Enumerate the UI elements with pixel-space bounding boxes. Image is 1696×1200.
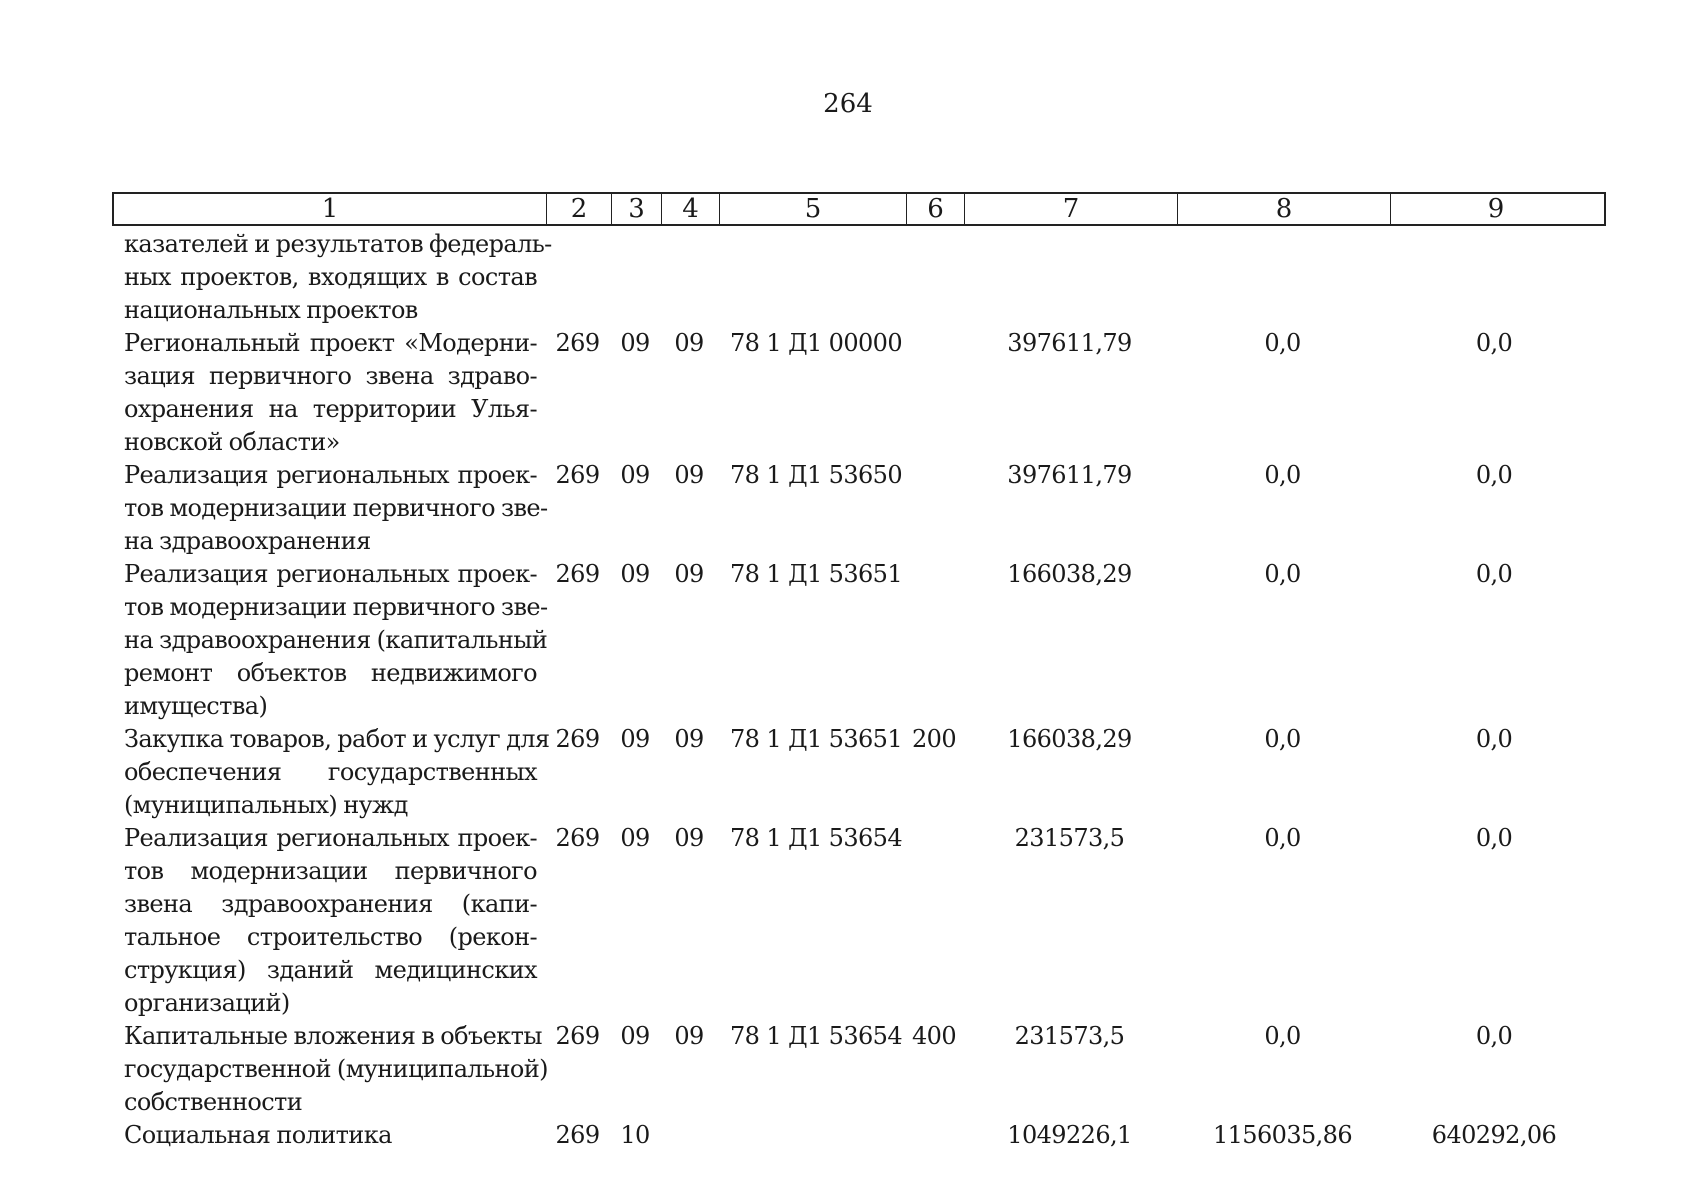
table-body: [112, 228, 1606, 1152]
cell-col-6: 400: [911, 1022, 956, 1050]
row-name-cell: [112, 1020, 548, 1119]
table-row: [112, 822, 1606, 1020]
row-name-line: зация первичного звена здраво-: [124, 362, 537, 390]
cell-col-9: 0,0: [1475, 824, 1513, 852]
row-name-cell: [112, 327, 545, 459]
row-name-cell: [112, 723, 550, 822]
cell-col-2: 269: [555, 725, 600, 753]
column-header-8: 8: [1178, 194, 1391, 224]
cell-col-5: [718, 228, 905, 327]
cell-col-2: 269: [555, 329, 600, 357]
cell-col-6: [905, 558, 963, 723]
column-header-5: 5: [720, 194, 907, 224]
row-name-cell: [112, 228, 552, 327]
cell-col-3: 09: [620, 461, 650, 489]
cell-col-3: 09: [620, 329, 650, 357]
cell-col-7: 231573,5: [1014, 824, 1125, 852]
cell-col-8: 0,0: [1264, 1022, 1301, 1050]
row-name-cell: [112, 558, 548, 723]
row-name-line: имущества): [124, 692, 268, 720]
cell-col-3: 10: [620, 1121, 650, 1149]
row-name-line: Капитальные вложения в объекты: [124, 1022, 542, 1050]
row-name-cell: [112, 1119, 545, 1152]
column-header-4: 4: [662, 194, 720, 224]
cell-col-7: 166038,29: [1007, 725, 1132, 753]
cell-col-8: 1156035,86: [1212, 1121, 1353, 1149]
cell-col-4: 09: [674, 824, 704, 852]
cell-col-3: 09: [620, 1022, 650, 1050]
table-row: [112, 1020, 1606, 1119]
cell-col-6: [905, 327, 963, 459]
cell-col-9: 0,0: [1475, 329, 1513, 357]
cell-col-6: [905, 1119, 963, 1152]
column-header-6: 6: [907, 194, 965, 224]
cell-col-2: 269: [555, 461, 600, 489]
row-name-cell: [112, 459, 548, 558]
cell-col-2: 269: [555, 560, 600, 588]
row-name-line: Региональный проект «Модерни-: [124, 329, 537, 357]
cell-col-8: 0,0: [1264, 461, 1301, 489]
row-name-line: казателей и результатов федераль-: [124, 230, 552, 258]
table-column-header-row: [112, 192, 1606, 226]
cell-col-9: 640292,06: [1431, 1121, 1557, 1149]
table-row: [112, 723, 1606, 822]
cell-col-6: 200: [911, 725, 956, 753]
page-number: 264: [823, 89, 873, 119]
cell-col-4: 09: [674, 461, 704, 489]
cell-col-4: 09: [674, 560, 704, 588]
row-name-line: национальных проектов: [124, 296, 418, 324]
row-name-line: Закупка товаров, работ и услуг для: [124, 725, 550, 753]
row-name-line: Реализация региональных проек-: [124, 560, 537, 588]
row-name-line: охранения на территории Улья-: [124, 395, 537, 423]
row-name-line: собственности: [124, 1088, 303, 1116]
cell-col-3: 09: [620, 560, 650, 588]
cell-col-6: [905, 228, 963, 327]
cell-col-9: [1389, 228, 1599, 327]
table-row: [112, 558, 1606, 723]
column-header-1: 1: [114, 194, 547, 224]
cell-col-2: 269: [555, 1121, 600, 1149]
cell-col-8: 0,0: [1264, 824, 1301, 852]
row-name-line: Реализация региональных проек-: [124, 461, 537, 489]
cell-col-3: 09: [620, 725, 650, 753]
cell-col-6: [905, 822, 963, 1020]
cell-col-5: [718, 1119, 905, 1152]
table-row: [112, 228, 1606, 327]
cell-col-7: 1049226,1: [1007, 1121, 1132, 1149]
cell-col-7: 397611,79: [1007, 461, 1132, 489]
row-name-line: тов модернизации первичного зве-: [124, 593, 548, 621]
cell-col-8: 0,0: [1264, 329, 1301, 357]
table-row: [112, 1119, 1606, 1152]
column-header-3: 3: [612, 194, 662, 224]
row-name-line: ремонт объектов недвижимого: [124, 659, 537, 687]
row-name-line: тов модернизации первичного: [124, 857, 537, 885]
cell-col-3: [610, 228, 660, 327]
cell-col-2: 269: [555, 1022, 600, 1050]
cell-col-8: 0,0: [1264, 725, 1301, 753]
cell-col-4: 09: [674, 329, 704, 357]
cell-col-5: 78 1 Д1 53654: [730, 824, 903, 852]
row-name-line: на здравоохранения (капитальный: [124, 626, 548, 654]
cell-col-9: 0,0: [1475, 1022, 1513, 1050]
cell-col-3: 09: [620, 824, 650, 852]
cell-col-7: [963, 228, 1176, 327]
row-name-line: струкция) зданий медицинских: [124, 956, 537, 984]
cell-col-9: 0,0: [1475, 560, 1513, 588]
row-name-line: тальное строительство (рекон-: [124, 923, 537, 951]
cell-col-6: [905, 459, 963, 558]
column-header-2: 2: [547, 194, 612, 224]
column-header-7: 7: [965, 194, 1178, 224]
cell-col-2: [545, 228, 610, 327]
row-name-line: государственной (муниципальной): [124, 1055, 548, 1083]
row-name-line: Реализация региональных проек-: [124, 824, 537, 852]
row-name-line: Социальная политика: [124, 1121, 392, 1149]
cell-col-9: 0,0: [1475, 725, 1513, 753]
row-name-line: на здравоохранения: [124, 527, 371, 555]
row-name-line: звена здравоохранения (капи-: [124, 890, 537, 918]
cell-col-4: [660, 1119, 718, 1152]
cell-col-7: 231573,5: [1014, 1022, 1125, 1050]
column-header-9: 9: [1487, 194, 1505, 224]
cell-col-5: 78 1 Д1 53651: [730, 725, 903, 753]
row-name-cell: [112, 822, 545, 1020]
row-name-line: новской области»: [124, 428, 340, 456]
cell-col-5: 78 1 Д1 53650: [730, 461, 903, 489]
row-name-line: (муниципальных) нужд: [124, 791, 408, 819]
cell-col-7: 397611,79: [1007, 329, 1132, 357]
cell-col-5: 78 1 Д1 53651: [730, 560, 903, 588]
row-name-line: ных проектов, входящих в состав: [124, 263, 537, 291]
row-name-line: обеспечения государственных: [124, 758, 537, 786]
cell-col-9: 0,0: [1475, 461, 1513, 489]
cell-col-8: [1176, 228, 1389, 327]
cell-col-5: 78 1 Д1 00000: [730, 329, 903, 357]
row-name-line: организаций): [124, 989, 290, 1017]
table-row: [112, 327, 1606, 459]
cell-col-4: [660, 228, 718, 327]
cell-col-2: 269: [555, 824, 600, 852]
cell-col-5: 78 1 Д1 53654: [730, 1022, 903, 1050]
cell-col-4: 09: [674, 1022, 704, 1050]
cell-col-8: 0,0: [1264, 560, 1301, 588]
row-name-line: тов модернизации первичного зве-: [124, 494, 548, 522]
cell-col-4: 09: [674, 725, 704, 753]
cell-col-7: 166038,29: [1007, 560, 1132, 588]
table-row: [112, 459, 1606, 558]
